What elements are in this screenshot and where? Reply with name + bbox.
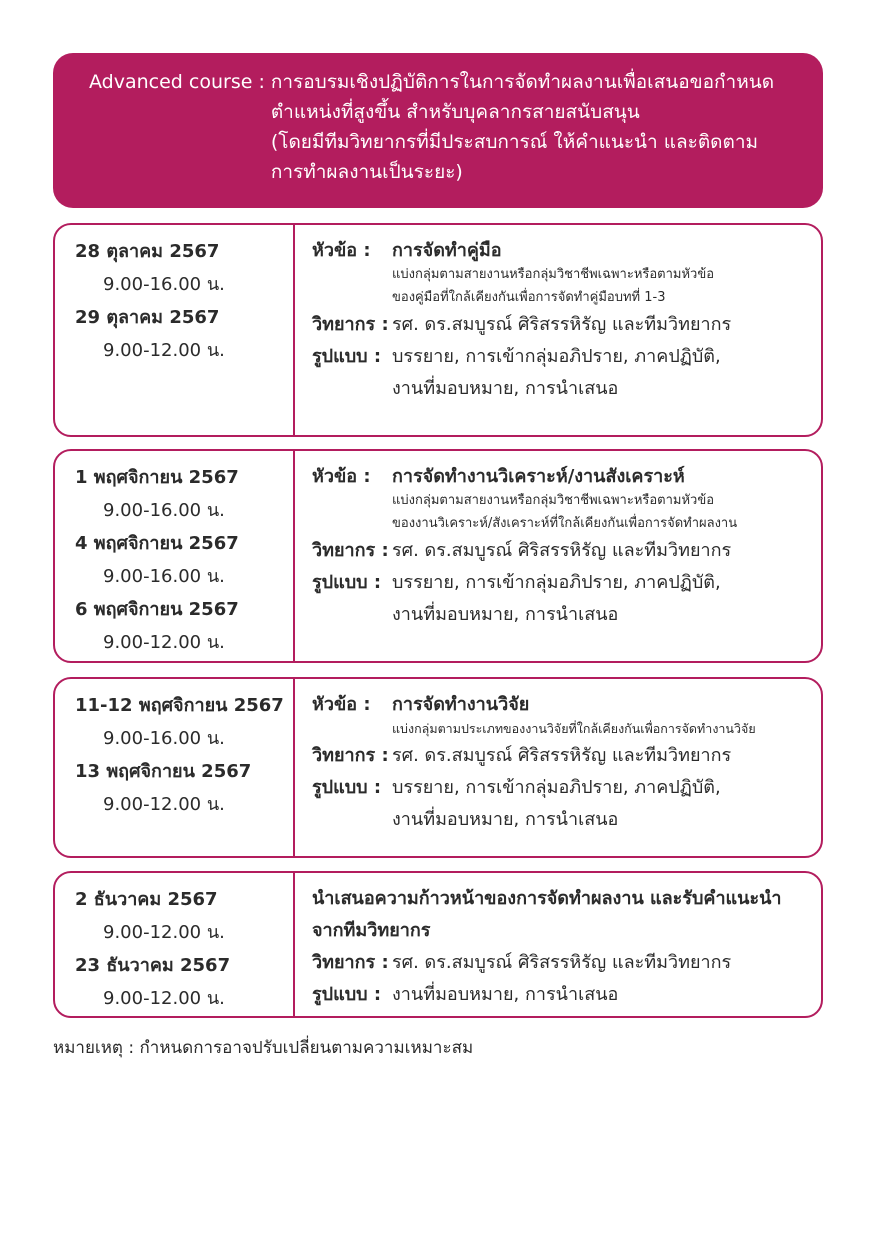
session-time: 9.00-16.00 น. <box>103 500 225 521</box>
speaker-label: วิทยากร : <box>312 314 389 335</box>
session-time: 9.00-12.00 น. <box>103 922 225 943</box>
format-label: รูปแบบ : <box>312 572 382 593</box>
session-card-3 <box>53 677 823 858</box>
session-date: 2 ธันวาคม 2567 <box>75 889 218 910</box>
format-value: งานที่มอบหมาย, การนำเสนอ <box>392 809 619 830</box>
session-date: 4 พฤศจิกายน 2567 <box>75 533 239 554</box>
topic-description: แบ่งกลุ่มตามสายงานหรือกลุ่มวิชาชีพเฉพาะหรือตามหัวข้อ <box>392 493 715 508</box>
format-value: บรรยาย, การเข้ากลุ่มอภิปราย, ภาคปฏิบัติ, <box>392 777 721 798</box>
course-title-line: การทำผลงานเป็นระยะ) <box>270 161 463 183</box>
session-date: 28 ตุลาคม 2567 <box>75 241 220 262</box>
session-dates <box>55 225 295 435</box>
topic-description: ของงานวิเคราะห์/สังเคราะห์ที่ใกล้เคียงกันเพื่อการจัดทำผลงาน <box>392 516 738 531</box>
session-time: 9.00-12.00 น. <box>103 632 225 653</box>
topic-value: การจัดทำงานวิจัย <box>392 694 530 715</box>
format-label: รูปแบบ : <box>312 777 382 798</box>
topic-description: แบ่งกลุ่มตามสายงานหรือกลุ่มวิชาชีพเฉพาะหรือตามหัวข้อ <box>392 267 715 282</box>
session-date: 13 พฤศจิกายน 2567 <box>75 761 252 782</box>
format-value: บรรยาย, การเข้ากลุ่มอภิปราย, ภาคปฏิบัติ, <box>392 572 721 593</box>
session-date: 6 พฤศจิกายน 2567 <box>75 599 239 620</box>
topic-description: ของคู่มือที่ใกล้เคียงกันเพื่อการจัดทำคู่มือบทที่ 1-3 <box>392 290 666 305</box>
session-time: 9.00-16.00 น. <box>103 566 225 587</box>
speaker-value: รศ. ดร.สมบูรณ์ ศิริสรรหิรัญ และทีมวิทยากร <box>392 745 732 766</box>
format-value: งานที่มอบหมาย, การนำเสนอ <box>392 378 619 399</box>
topic-label: หัวข้อ : <box>312 240 371 261</box>
session-details <box>295 679 821 856</box>
speaker-label: วิทยากร : <box>312 952 389 973</box>
format-label: รูปแบบ : <box>312 984 382 1005</box>
speaker-value: รศ. ดร.สมบูรณ์ ศิริสรรหิรัญ และทีมวิทยากร <box>392 952 732 973</box>
format-value: บรรยาย, การเข้ากลุ่มอภิปราย, ภาคปฏิบัติ, <box>392 346 721 367</box>
course-level: Advanced course : <box>89 71 265 93</box>
format-value: งานที่มอบหมาย, การนำเสนอ <box>392 604 619 625</box>
format-value: งานที่มอบหมาย, การนำเสนอ <box>392 984 619 1005</box>
speaker-value: รศ. ดร.สมบูรณ์ ศิริสรรหิรัญ และทีมวิทยากร <box>392 314 732 335</box>
session-dates <box>55 451 295 661</box>
session-dates <box>55 679 295 856</box>
course-title-line: ตำแหน่งที่สูงขึ้น สำหรับบุคลากรสายสนับสนุน <box>270 101 640 123</box>
course-header <box>53 53 823 208</box>
speaker-value: รศ. ดร.สมบูรณ์ ศิริสรรหิรัญ และทีมวิทยากร <box>392 540 732 561</box>
course-title-line: การอบรมเชิงปฏิบัติการในการจัดทำผลงานเพื่อเสนอขอกำหนด <box>270 71 775 93</box>
topic-value: การจัดทำคู่มือ <box>392 240 502 261</box>
session-time: 9.00-16.00 น. <box>103 274 225 295</box>
session-card-2 <box>53 449 823 663</box>
session-date: 11-12 พฤศจิกายน 2567 <box>75 695 284 716</box>
topic-value: นำเสนอความก้าวหน้าของการจัดทำผลงาน และรับคำแนะนำ <box>312 888 782 909</box>
session-details <box>295 873 821 1016</box>
session-time: 9.00-12.00 น. <box>103 794 225 815</box>
footnote: หมายเหตุ : กำหนดการอาจปรับเปลี่ยนตามความเหมาะสม <box>53 1038 474 1058</box>
session-card-1 <box>53 223 823 437</box>
session-time: 9.00-16.00 น. <box>103 728 225 749</box>
session-dates <box>55 873 295 1016</box>
format-label: รูปแบบ : <box>312 346 382 367</box>
session-time: 9.00-12.00 น. <box>103 988 225 1009</box>
topic-label: หัวข้อ : <box>312 694 371 715</box>
topic-value: จากทีมวิทยากร <box>312 920 431 941</box>
topic-description: แบ่งกลุ่มตามประเภทของงานวิจัยที่ใกล้เคียงกันเพื่อการจัดทำงานวิจัย <box>392 721 756 736</box>
speaker-label: วิทยากร : <box>312 540 389 561</box>
session-time: 9.00-12.00 น. <box>103 340 225 361</box>
session-date: 29 ตุลาคม 2567 <box>75 307 220 328</box>
session-card-4 <box>53 871 823 1018</box>
topic-value: การจัดทำงานวิเคราะห์/งานสังเคราะห์ <box>392 466 685 487</box>
session-details <box>295 225 821 435</box>
topic-label: หัวข้อ : <box>312 466 371 487</box>
course-title-line: (โดยมีทีมวิทยากรที่มีประสบการณ์ ให้คำแนะนำ และติดตาม <box>270 131 759 153</box>
session-date: 1 พฤศจิกายน 2567 <box>75 467 239 488</box>
speaker-label: วิทยากร : <box>312 745 389 766</box>
course-title <box>271 67 774 187</box>
session-details <box>295 451 821 661</box>
session-date: 23 ธันวาคม 2567 <box>75 955 231 976</box>
